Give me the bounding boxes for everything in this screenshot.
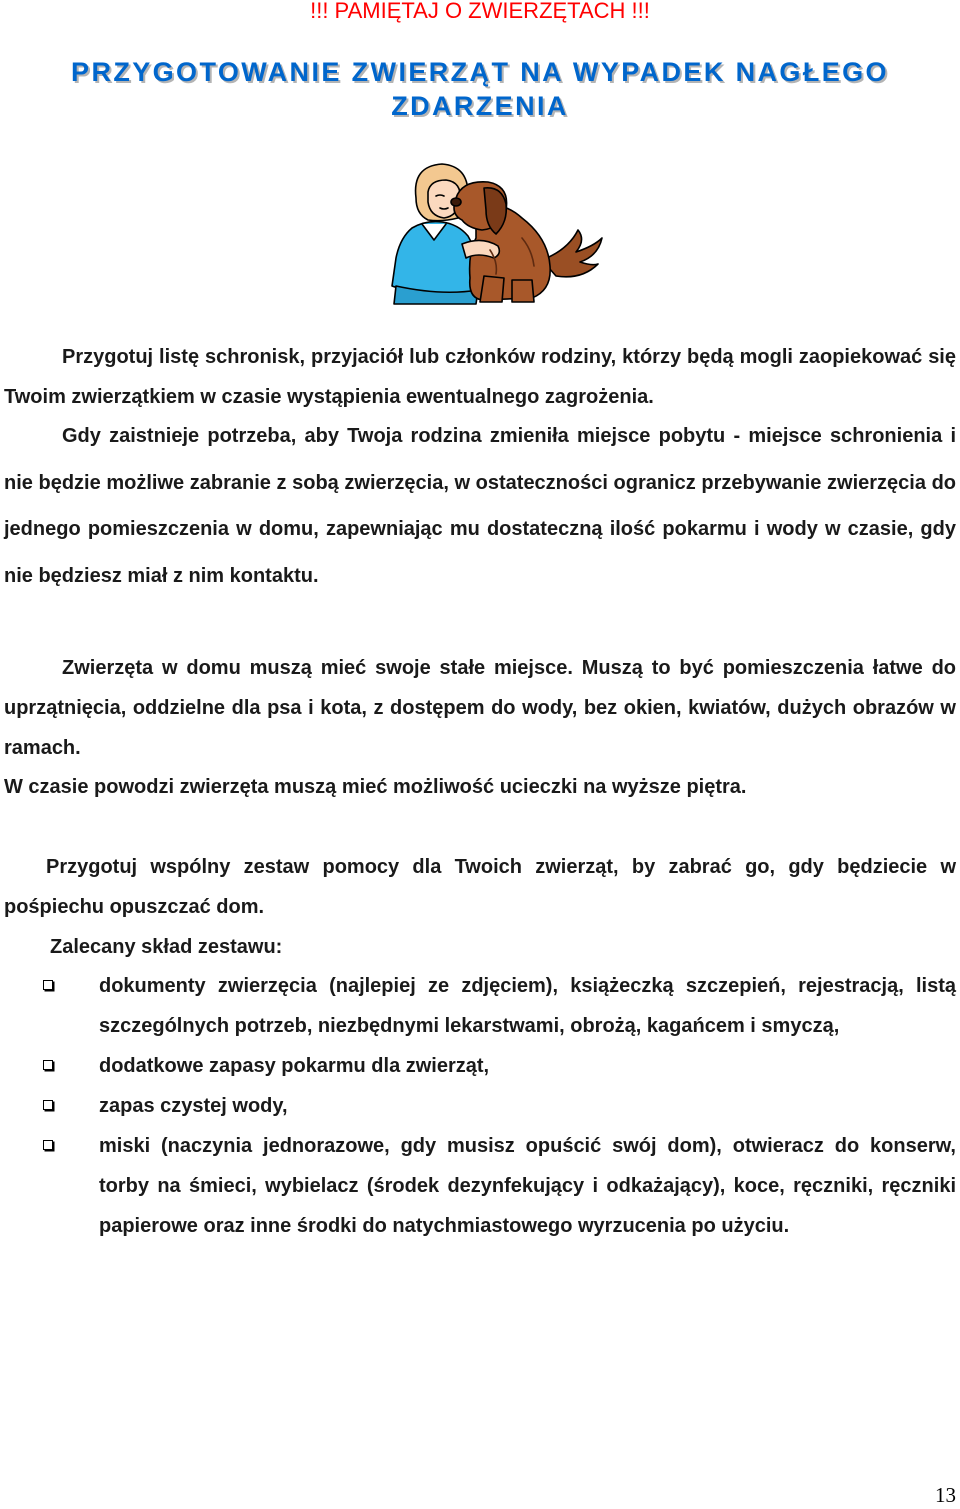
list-item-text: dokumenty zwierzęcia (najlepiej ze zdjęciem), książeczką szczepień, rejestracją, listą szczególnych potrzeb, niezbędnymi lekarstwami, obrożą, kagańcem i smyczą, [99,975,956,1037]
paragraph-flood: W czasie powodzi zwierzęta muszą mieć możliwość ucieczki na wyższe piętra. [4,776,747,798]
paragraph-relocation: Gdy zaistnieje potrzeba, aby Twoja rodzina zmieniła miejsce pobytu - miejsce schronienia i nie będzie możliwe zabranie z sobą zwierzęcia, w ostateczności ogranicz przebywanie zwierzęcia do jednego pomieszczenia w domu, zapewniając mu dostateczną ilość pokarmu i wody w czasie, gdy nie będziesz miał z nim kontaktu. [4,425,956,587]
list-heading: Zalecany skład zestawu: [50,936,283,958]
woman-hugging-dog-icon [372,158,608,306]
list-item [0,1126,960,1246]
paragraph-prepare-list: Przygotuj listę schronisk, przyjaciół lub członków rodziny, którzy będą mogli zaopiekować się Twoim zwierzątkiem w czasie wystąpienia ewentualnego zagrożenia. [4,346,956,408]
paragraph-kit: Przygotuj wspólny zestaw pomocy dla Twoich zwierząt, by zabrać go, gdy będziecie w pośpiechu opuszczać dom. [4,856,956,918]
list-item [0,966,960,1046]
page-number: 13 [935,1483,956,1507]
checkbox-bullet-icon [43,980,53,990]
alert-heading: !!! PAMIĘTAJ O ZWIERZĘTACH !!! [310,0,650,23]
checkbox-bullet-icon [43,1140,53,1150]
list-item-text: miski (naczynia jednorazowe, gdy musisz opuścić swój dom), otwieracz do konserw, torby na śmieci, wybielacz (środek dezynfekujący i odkażający), koce, ręczniki, ręczniki papierowe oraz inne środki do natychmiastowego wyrzucenia po użyciu. [99,1135,956,1237]
page-title: PRZYGOTOWANIE ZWIERZĄT NA WYPADEK NAGŁEGO ZDARZENIA [71,57,889,121]
checkbox-bullet-icon [43,1060,53,1070]
paragraph-animal-place: Zwierzęta w domu muszą mieć swoje stałe miejsce. Muszą to być pomieszczenia łatwe do uprzątnięcia, oddzielne dla psa i kota, z dostępem do wody, bez okien, kwiatów, dużych obrazów w ramach. [4,657,956,759]
checkbox-bullet-icon [43,1100,53,1110]
list-item-text: dodatkowe zapasy pokarmu dla zwierząt, [99,1055,490,1077]
list-item [0,1086,960,1126]
kit-list [0,966,960,1246]
list-item-text: zapas czystej wody, [99,1095,288,1117]
list-item [0,1046,960,1086]
